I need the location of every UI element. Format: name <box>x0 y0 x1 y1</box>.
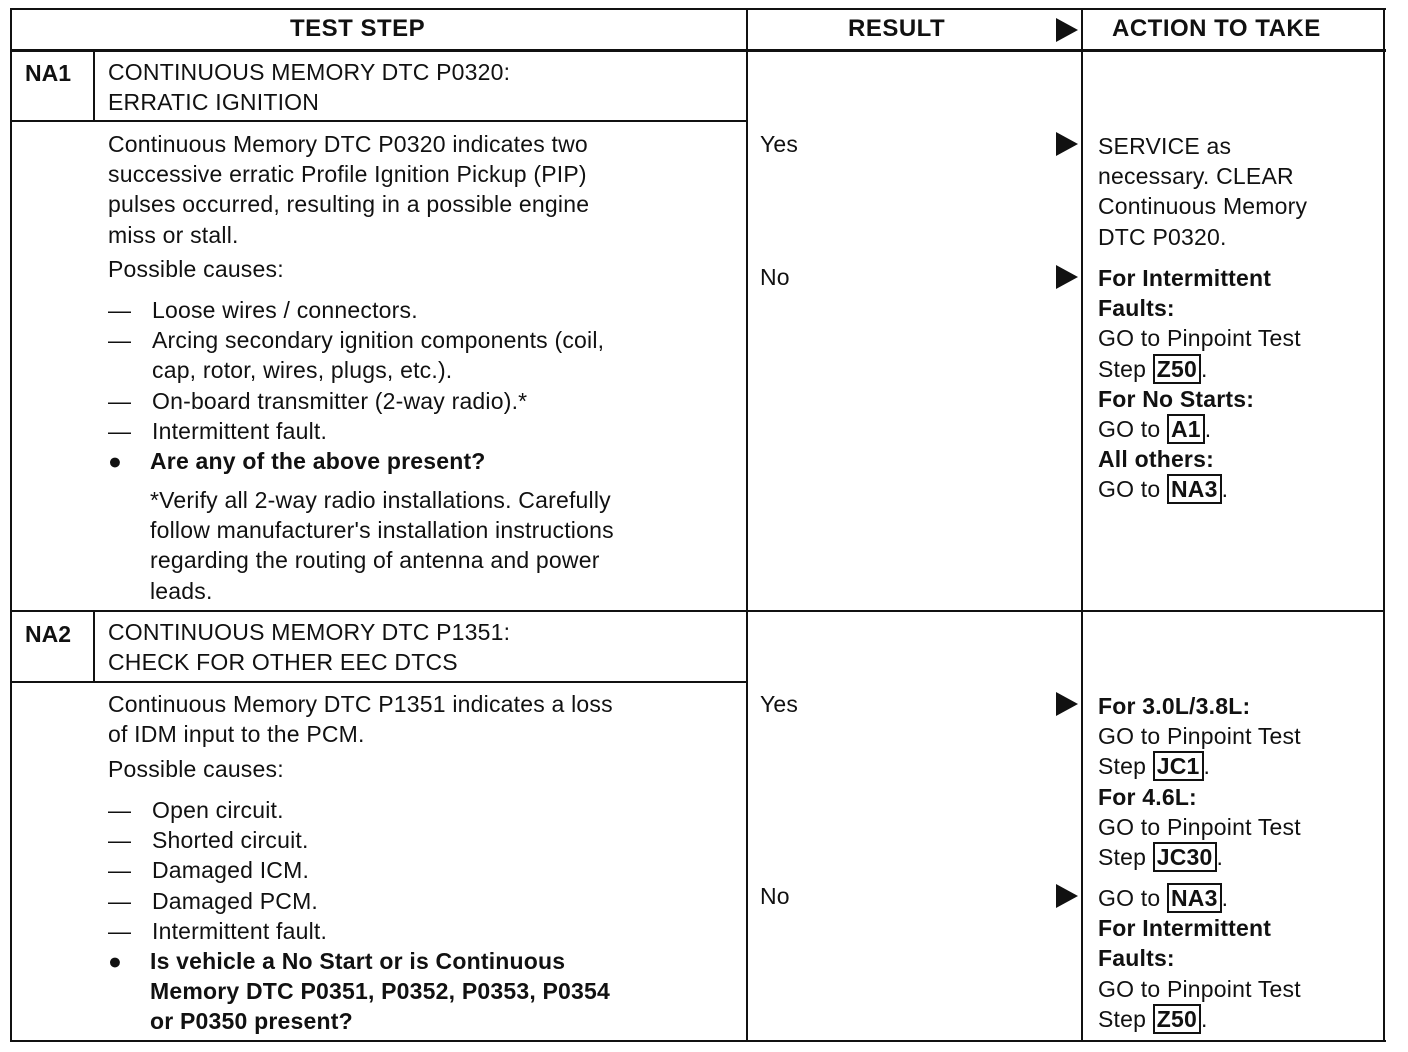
action-heading: For No Starts: <box>1098 385 1255 412</box>
question-text: or P0350 present? <box>150 1008 353 1035</box>
step-id-divider-na2 <box>93 611 95 682</box>
action-yes-na2 <box>1098 691 1301 872</box>
cause-text: Open circuit. <box>152 797 284 823</box>
action-line: GO to NA3 . <box>1098 885 1229 911</box>
question-item: ● Is vehicle a No Start or is Continuous <box>108 948 566 975</box>
action-line: necessary. CLEAR <box>1098 163 1294 190</box>
causes-list-na2 <box>108 795 610 1037</box>
possible-causes-label-na1: Possible causes: <box>108 256 284 282</box>
step-id-divider-na1 <box>93 50 95 121</box>
go-to-text: GO to <box>1098 885 1161 911</box>
action-line: SERVICE as <box>1098 133 1232 159</box>
step-id-na1: NA1 <box>25 60 72 86</box>
go-to-text: GO to <box>1098 416 1161 443</box>
action-line: GO to Pinpoint Test <box>1098 813 1301 840</box>
step-id-na2: NA2 <box>25 621 72 647</box>
action-heading: Faults: <box>1098 295 1175 322</box>
go-to-text: GO to <box>1098 476 1161 503</box>
step-title-na2 <box>108 617 510 677</box>
result-arrow-icon <box>1056 132 1078 156</box>
cause-text: Shorted circuit. <box>152 827 309 854</box>
note-line: regarding the routing of antenna and power <box>150 547 600 574</box>
action-heading: For 4.6L: <box>1098 783 1197 810</box>
action-heading: For 3.0L/3.8L: <box>1098 693 1251 719</box>
action-line: Step JC30 . <box>1098 844 1224 871</box>
list-item: — Intermittent fault. <box>108 917 328 944</box>
step-title-line: CONTINUOUS MEMORY DTC P1351: <box>108 619 511 645</box>
step-ref-na3[interactable]: NA3 <box>1167 883 1222 913</box>
action-line: GO to NA3 . <box>1098 476 1229 503</box>
step-word: Step <box>1098 753 1147 780</box>
action-heading: For Intermittent <box>1098 915 1272 942</box>
step-word: Step <box>1098 844 1147 871</box>
description-line: pulses occurred, resulting in a possible engine <box>108 191 590 218</box>
description-line: Continuous Memory DTC P1351 indicates a loss <box>108 691 613 717</box>
action-line: Continuous Memory <box>1098 193 1308 220</box>
description-line: of IDM input to the PCM. <box>108 721 365 748</box>
table-top-border <box>10 8 1386 10</box>
note-line: leads. <box>150 577 213 604</box>
cause-text: Intermittent fault. <box>152 417 328 444</box>
cause-text: Damaged PCM. <box>152 887 319 914</box>
step-title-divider-na1 <box>10 120 748 122</box>
note-line: *Verify all 2-way radio installations. Carefully <box>150 487 611 513</box>
list-item: — Damaged PCM. <box>108 887 319 914</box>
result-action-divider <box>1081 8 1083 1042</box>
step-description-na2 <box>108 689 613 749</box>
action-yes-na1 <box>1098 131 1307 252</box>
header-action-to-take: ACTION TO TAKE <box>1112 15 1321 42</box>
header-result: RESULT <box>848 15 946 42</box>
test-result-divider <box>746 8 748 1042</box>
list-item: — Loose wires / connectors. <box>108 297 418 323</box>
list-item: — Open circuit. <box>108 797 284 823</box>
causes-list-na1 <box>108 295 604 476</box>
step-title-line: CHECK FOR OTHER EEC DTCS <box>108 649 458 676</box>
table-left-border <box>10 8 12 1042</box>
action-line: GO to Pinpoint Test <box>1098 975 1301 1002</box>
step-ref-jc1[interactable]: JC1 <box>1153 751 1204 781</box>
cause-text: cap, rotor, wires, plugs, etc.). <box>152 357 453 384</box>
description-line: miss or stall. <box>108 221 239 248</box>
step-word: Step <box>1098 1005 1147 1032</box>
result-arrow-icon <box>1056 692 1078 716</box>
result-yes-na1: Yes <box>760 131 799 157</box>
result-yes-na2: Yes <box>760 691 799 717</box>
list-item: — Intermittent fault. <box>108 417 328 444</box>
header-test-step: TEST STEP <box>290 15 426 42</box>
question-item <box>108 976 610 1006</box>
question-text: Memory DTC P0351, P0352, P0353, P0354 <box>150 978 611 1005</box>
action-no-na2 <box>1098 883 1301 1034</box>
question-item: ● Are any of the above present? <box>108 448 486 475</box>
step-ref-a1[interactable]: A1 <box>1167 414 1205 444</box>
header-arrow-icon <box>1056 18 1078 42</box>
step-description-na1 <box>108 129 589 250</box>
step-title-na1 <box>108 57 510 117</box>
result-no-na1: No <box>760 264 790 290</box>
result-no-na2: No <box>760 883 790 909</box>
step-ref-jc30[interactable]: JC30 <box>1153 842 1217 872</box>
action-no-na1 <box>1098 263 1301 505</box>
action-line: Step JC1 . <box>1098 753 1211 780</box>
cause-text: On-board transmitter (2-way radio).* <box>152 387 528 414</box>
step-title-divider-na2 <box>10 681 748 683</box>
description-line: Continuous Memory DTC P0320 indicates two <box>108 131 588 157</box>
step-title-line: CONTINUOUS MEMORY DTC P0320: <box>108 59 511 85</box>
step-ref-na3[interactable]: NA3 <box>1167 474 1222 504</box>
list-item: — Arcing secondary ignition components (coil, <box>108 327 605 354</box>
result-arrow-icon <box>1056 884 1078 908</box>
step-ref-z50[interactable]: Z50 <box>1153 1004 1201 1034</box>
question-item <box>108 1006 610 1036</box>
table-right-border <box>1383 8 1385 1042</box>
result-arrow-icon <box>1056 265 1078 289</box>
cause-text: Loose wires / connectors. <box>152 297 418 323</box>
list-item: — On-board transmitter (2-way radio).* <box>108 387 528 414</box>
action-line: GO to A1 . <box>1098 416 1212 443</box>
action-line: Step Z50 . <box>1098 1005 1208 1032</box>
action-heading: All others: <box>1098 446 1214 473</box>
row-divider <box>10 610 1385 612</box>
action-line: GO to Pinpoint Test <box>1098 325 1301 352</box>
table-bottom-border <box>10 1040 1386 1042</box>
action-heading: For Intermittent <box>1098 265 1272 291</box>
question-text: Are any of the above present? <box>150 448 486 475</box>
possible-causes-label-na2: Possible causes: <box>108 756 284 782</box>
action-line: GO to Pinpoint Test <box>1098 723 1301 750</box>
description-line: successive erratic Profile Ignition Pickup (PIP) <box>108 161 587 188</box>
header-bottom-border <box>10 49 1386 52</box>
step-word: Step <box>1098 355 1147 382</box>
action-line: Step Z50 . <box>1098 355 1208 382</box>
cause-text: Intermittent fault. <box>152 917 328 944</box>
radio-install-note-na1 <box>150 485 614 606</box>
question-text: Is vehicle a No Start or is Continuous <box>150 948 566 975</box>
cause-text: Damaged ICM. <box>152 857 310 884</box>
list-item <box>108 355 604 385</box>
step-title-line: ERRATIC IGNITION <box>108 89 320 116</box>
step-ref-z50[interactable]: Z50 <box>1153 354 1201 384</box>
list-item: — Shorted circuit. <box>108 827 309 854</box>
cause-text: Arcing secondary ignition components (coil, <box>152 327 605 354</box>
list-item: — Damaged ICM. <box>108 857 310 884</box>
action-line: DTC P0320. <box>1098 223 1227 250</box>
action-heading: Faults: <box>1098 945 1175 972</box>
note-line: follow manufacturer's installation instructions <box>150 517 614 544</box>
